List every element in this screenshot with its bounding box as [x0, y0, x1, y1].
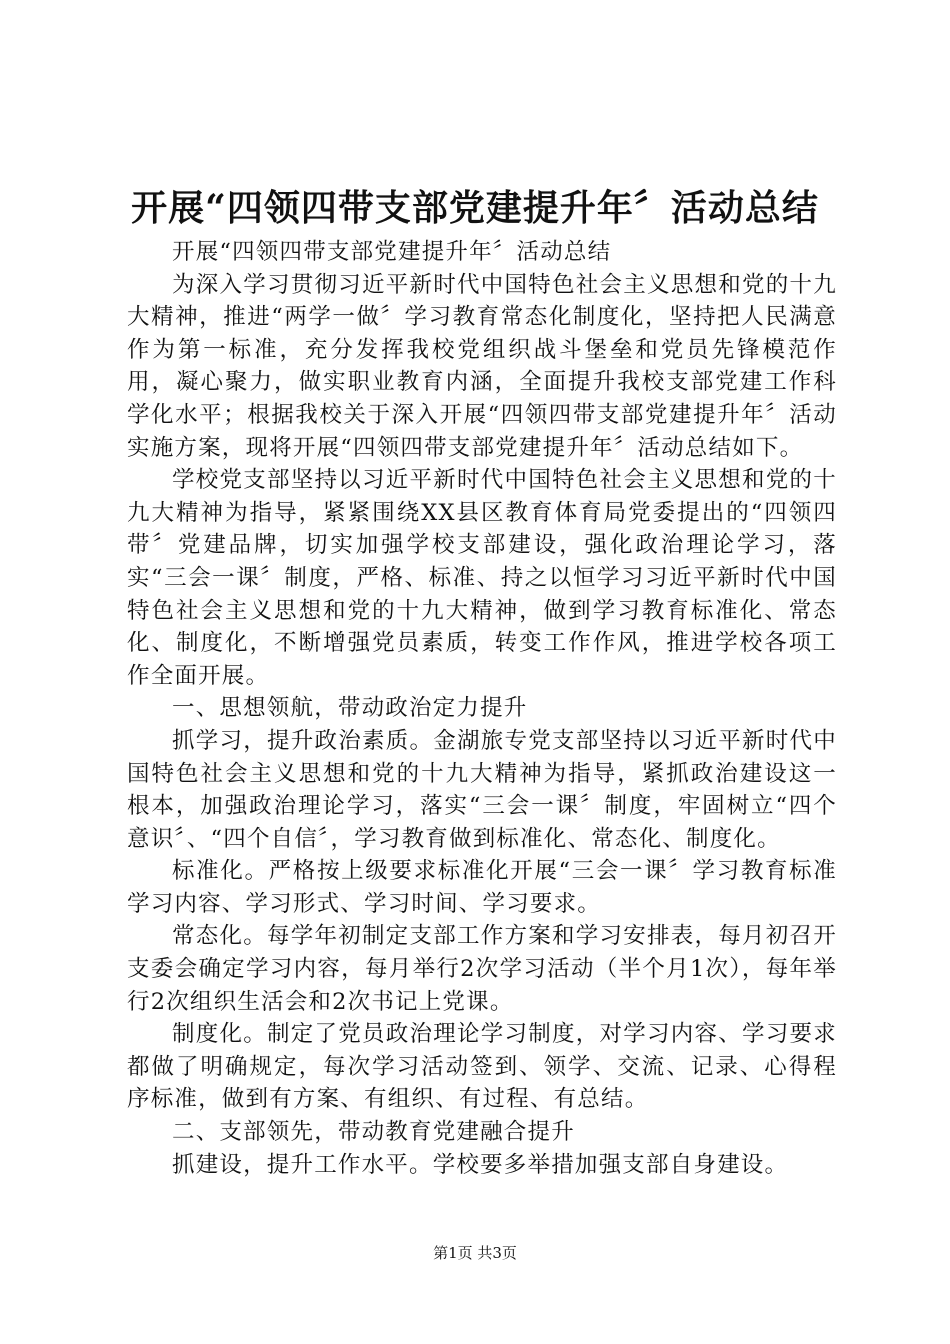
paragraph-study: 抓学习，提升政治素质。金湖旅专党支部坚持以习近平新时代中国特色社会主义思想和党的十九大精神为指导，紧抓政治建设这一根本，加强政治理论学习，落实“三会一课〞制度，牢固树立“四个意识〞、“四个自信〞，学习教育做到标准化、常态化、制度化。 — [127, 727, 837, 852]
section-heading-1: 一、思想领航，带动政治定力提升 — [172, 695, 528, 722]
page-footer: 第1页 共3页 — [433, 1244, 517, 1262]
paragraph-construction: 抓建设，提升工作水平。学校要多举措加强支部自身建设。 — [172, 1151, 789, 1178]
section-heading-2: 二、支部领先，带动教育党建融合提升 — [172, 1119, 575, 1146]
paragraph-overview: 学校党支部坚持以习近平新时代中国特色社会主义思想和党的十九大精神为指导，紧紧围绕XX县区教育体育局党委提出的“四领四带〞党建品牌，切实加强学校支部建设，强化政治理论学习，落实“三会一课〞制度，严格、标准、持之以恒学习习近平新时代中国特色社会主义思想和党的十九大精神，做到学习教育标准化、常态化、制度化，不断增强党员素质，转变工作作风，推进学校各项工作全面开展。 — [127, 467, 837, 689]
paragraph-standardization: 标准化。严格按上级要求标准化开展“三会一课〞学习教育标准学习内容、学习形式、学习时间、学习要求。 — [127, 858, 837, 917]
paragraph-institutionalization: 制度化。制定了党员政治理论学习制度，对学习内容、学习要求都做了明确规定，每次学习活动签到、领学、交流、记录、心得程序标准，做到有方案、有组织、有过程、有总结。 — [127, 1021, 837, 1113]
document-title: 开展“四领四带支部党建提升年〞活动总结 — [131, 187, 819, 229]
document-body — [127, 236, 837, 1181]
paragraph-subtitle: 开展“四领四带支部党建提升年〞活动总结 — [172, 239, 612, 265]
paragraph-intro: 为深入学习贯彻习近平新时代中国特色社会主义思想和党的十九大精神，推进“两学一做〞学习教育常态化制度化，坚持把人民满意作为第一标准，充分发挥我校党组织战斗堡垒和党员先锋模范作用，凝心聚力，做实职业教育内涵，全面提升我校支部党建工作科学化水平；根据我校关于深入开展“四领四带支部党建提升年〞活动实施方案，现将开展“四领四带支部党建提升年〞活动总结如下。 — [127, 271, 837, 461]
paragraph-normalization: 常态化。每学年初制定支部工作方案和学习安排表，每月初召开支委会确定学习内容，每月举行2次学习活动（半个月1次），每年举行2次组织生活会和2次书记上党课。 — [127, 923, 837, 1015]
